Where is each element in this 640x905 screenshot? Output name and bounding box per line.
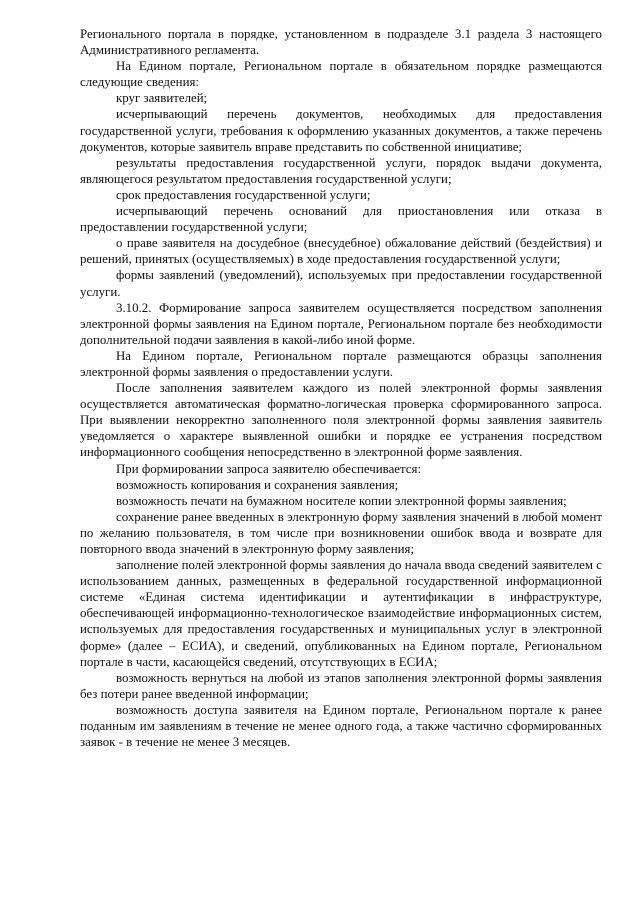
paragraph-6: срок предоставления государственной услуги; — [116, 187, 371, 202]
paragraph-14: возможность копирования и сохранения заявления; — [116, 477, 399, 492]
paragraph-3: круг заявителей; — [116, 91, 208, 106]
paragraph-8: о праве заявителя на досудебное (внесудебное) обжалование действий (бездействия) и решений, принятых (осуществляемых) в ходе предоставления государственной услуги; — [80, 236, 602, 267]
paragraph-17: заполнение полей электронной формы заявления до начала ввода сведений заявителем с использованием данных, размещенных в федеральной государственной информационной системе «Единая система идентификации и аутентификации в инфраструктуре, обеспечивающей информационно-технологическое взаимодействие информационных систем, используемых для предоставления государственных и муниципальных услуг в электронной форме» (далее – ЕСИА), и сведений, опубликованных на Едином портале, Региональном портале в части, касающейся сведений, отсутствующих в ЕСИА; — [80, 558, 603, 669]
document-page — [80, 26, 602, 750]
paragraph-1: Регионального портала в порядке, установленном в подразделе 3.1 раздела 3 настоящего Административного регламента. — [80, 27, 602, 58]
paragraph-5: результаты предоставления государственной услуги, порядок выдачи документа, являющегося результатом предоставления государственной услуги; — [80, 155, 602, 186]
paragraph-13: При формировании запроса заявителю обеспечивается: — [116, 461, 422, 476]
paragraph-2: На Едином портале, Региональном портале в обязательном порядке размещаются следующие сведения: — [80, 59, 602, 90]
paragraph-7: исчерпывающий перечень оснований для приостановления или отказа в предоставлении государственной услуги; — [80, 204, 602, 235]
paragraph-4: исчерпывающий перечень документов, необходимых для предоставления государственной услуги, требования к оформлению указанных документов, а также перечень документов, которые заявитель вправе представить по собственной инициативе; — [80, 107, 602, 154]
paragraph-19: возможность доступа заявителя на Едином портале, Региональном портале к ранее поданным им заявлениям в течение не менее одного года, а также частично сформированных заявок - в течение не менее 3 месяцев. — [80, 702, 602, 750]
paragraph-18: возможность вернуться на любой из этапов заполнения электронной формы заявления без потери ранее введенной информации; — [80, 670, 602, 701]
paragraph-12: После заполнения заявителем каждого из полей электронной формы заявления осуществляется автоматическая форматно-логическая проверка сформированного запроса. При выявлении некорректно заполненного поля электронной формы заявления заявитель уведомляется о характере выявленной ошибки и порядке ее устранения посредством информационного сообщения непосредственно в электронной форме заявления. — [80, 381, 602, 460]
paragraph-9: формы заявлений (уведомлений), используемых при предоставлении государственной услуги. — [80, 268, 602, 299]
paragraph-10: 3.10.2. Формирование запроса заявителем осуществляется посредством заполнения электронной формы заявления на Едином портале, Региональном портале без необходимости дополнительной подачи заявления в какой-либо иной форме. — [80, 300, 602, 347]
paragraph-11: На Едином портале, Региональном портале размещаются образцы заполнения электронной формы заявления о предоставлении услуги. — [80, 348, 602, 379]
paragraph-15: возможность печати на бумажном носителе копии электронной формы заявления; — [116, 493, 567, 508]
paragraph-16: сохранение ранее введенных в электронную форму заявления значений в любой момент по желанию пользователя, в том числе при возникновении ошибок ввода и возврате для повторного ввода значений в электронную форму заявления; — [80, 509, 602, 556]
